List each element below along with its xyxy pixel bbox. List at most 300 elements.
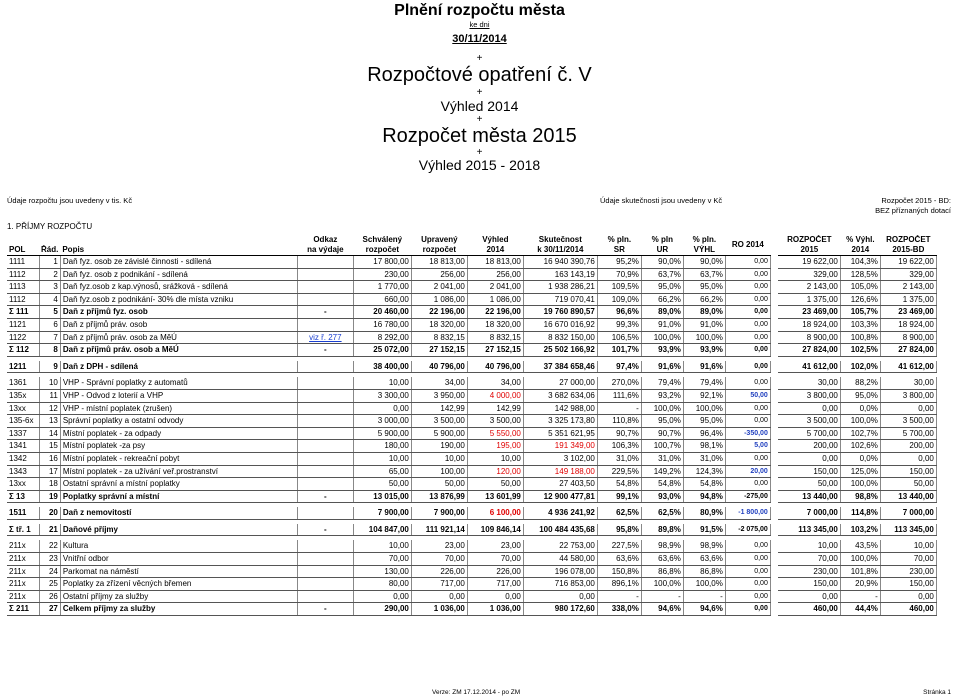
cell-skut: 3 102,00: [523, 452, 597, 465]
cell-pol: 211x: [7, 540, 39, 552]
cell-ro: 0,00: [725, 478, 770, 491]
plus-sign: +: [476, 53, 483, 64]
cell-skut: 196 078,00: [523, 565, 597, 578]
cell-ro: 0,00: [725, 565, 770, 578]
cell-rbd: 2 143,00: [880, 281, 936, 294]
page-number: Stránka 1: [923, 689, 951, 696]
cell-pvy: 100,0%: [683, 331, 725, 344]
table-summary-row: [7, 306, 936, 319]
cell-skut: 27 000,00: [523, 377, 597, 389]
col-upraveny-header: Upravený: [421, 235, 458, 244]
cell-popis: Vnitřní odbor: [60, 553, 297, 566]
cell-rbd: 1 375,00: [880, 293, 936, 306]
table-row: [7, 331, 936, 344]
cell-upr: 3 500,00: [411, 415, 467, 428]
budget-2015-title: Rozpočet města 2015: [382, 125, 577, 147]
cell-popis: Parkomat na náměstí: [60, 565, 297, 578]
cell-pol: 1121: [7, 318, 39, 331]
cell-vyh: 23,00: [467, 540, 523, 552]
cell-rbd: 3 800,00: [880, 389, 936, 402]
cell-ro: 0,00: [725, 344, 770, 357]
col-schvaleny-header: Schválený: [362, 235, 403, 244]
cell-roz: 460,00: [778, 603, 840, 616]
table-summary-row: [7, 524, 936, 536]
cell-vyh: 27 152,15: [467, 344, 523, 357]
cell-upr: 10,00: [411, 452, 467, 465]
cell-roz: 18 924,00: [778, 318, 840, 331]
cell-vyh: 1 036,00: [467, 603, 523, 616]
cell-pv: 102,0%: [840, 361, 880, 373]
cell-pvy: 98,9%: [683, 540, 725, 552]
cell-roz: 0,00: [778, 590, 840, 603]
cell-pol: 135-6x: [7, 415, 39, 428]
cell-ro: 0,00: [725, 452, 770, 465]
cell-psr: 97,4%: [597, 361, 641, 373]
cell-ro: -2 075,00: [725, 524, 770, 536]
cell-pur: 100,0%: [641, 578, 683, 591]
cell-rad: 17: [39, 465, 60, 478]
cell-pur: 149,2%: [641, 465, 683, 478]
cell-ro: -275,00: [725, 490, 770, 503]
cell-vyh: 10,00: [467, 452, 523, 465]
cell-schv: 230,00: [353, 268, 411, 281]
cell-psr: 270,0%: [597, 377, 641, 389]
cell-rad: 15: [39, 440, 60, 453]
cell-psr: 54,8%: [597, 478, 641, 491]
cell-pv: 44,4%: [840, 603, 880, 616]
cell-ro: 0,00: [725, 306, 770, 319]
cell-odkaz[interactable]: viz ř. 277: [297, 331, 353, 344]
col-pct-ur-header: % pln: [651, 235, 674, 244]
cell-skut: 163 143,19: [523, 268, 597, 281]
cell-skut: 27 403,50: [523, 478, 597, 491]
cell-upr: 22 196,00: [411, 306, 467, 319]
cell-rbd: 460,00: [880, 603, 936, 616]
table-row: [7, 565, 936, 578]
cell-pol: 211x: [7, 578, 39, 591]
cell-rbd: 23 469,00: [880, 306, 936, 319]
cell-roz: 3 800,00: [778, 389, 840, 402]
cell-pvy: 63,6%: [683, 553, 725, 566]
cell-rbd: 150,00: [880, 465, 936, 478]
cell-vyh: 256,00: [467, 268, 523, 281]
outlook-2014-title: Výhled 2014: [440, 98, 519, 114]
cell-rbd: 200,00: [880, 440, 936, 453]
col-pct-sr-sub: SR: [597, 245, 641, 256]
cell-odkaz: -: [297, 344, 353, 357]
cell-schv: 10,00: [353, 452, 411, 465]
cell-rad: 24: [39, 565, 60, 578]
cell-roz: 1 375,00: [778, 293, 840, 306]
cell-schv: 70,00: [353, 553, 411, 566]
cell-ro: 0,00: [725, 331, 770, 344]
cell-pvy: 63,7%: [683, 268, 725, 281]
cell-rad: 6: [39, 318, 60, 331]
cell-skut: 142 988,00: [523, 402, 597, 415]
cell-roz: 70,00: [778, 553, 840, 566]
cell-pur: 63,6%: [641, 553, 683, 566]
cell-rbd: 150,00: [880, 578, 936, 591]
cell-vyh: 717,00: [467, 578, 523, 591]
cell-odkaz: [297, 361, 353, 373]
cell-vyh: 34,00: [467, 377, 523, 389]
cell-pvy: 100,0%: [683, 578, 725, 591]
cell-rad: 21: [39, 524, 60, 536]
cell-upr: 40 796,00: [411, 361, 467, 373]
cell-ro: -1 800,00: [725, 507, 770, 519]
cell-pvy: 95,0%: [683, 281, 725, 294]
cell-schv: 16 780,00: [353, 318, 411, 331]
cell-pur: 54,8%: [641, 478, 683, 491]
col-rad-header: Řád.: [41, 245, 59, 254]
cell-upr: 111 921,14: [411, 524, 467, 536]
cell-upr: 18 320,00: [411, 318, 467, 331]
cell-popis: Daň z příjmů fyz. osob: [60, 306, 297, 319]
cell-pur: 93,0%: [641, 490, 683, 503]
cell-odkaz: [297, 452, 353, 465]
cell-rbd: 70,00: [880, 553, 936, 566]
cell-roz: 7 000,00: [778, 507, 840, 519]
cell-upr: 717,00: [411, 578, 467, 591]
cell-pvy: 79,4%: [683, 377, 725, 389]
cell-pvy: 86,8%: [683, 565, 725, 578]
cell-pv: 0,0%: [840, 402, 880, 415]
cell-rbd: 0,00: [880, 402, 936, 415]
cell-skut: 5 351 621,95: [523, 427, 597, 440]
cell-psr: 109,0%: [597, 293, 641, 306]
cell-pol: Σ tř. 1: [7, 524, 39, 536]
table-row: [7, 465, 936, 478]
cell-pol: 1112: [7, 293, 39, 306]
cell-vyh: 6 100,00: [467, 507, 523, 519]
cell-psr: 95,2%: [597, 256, 641, 269]
cell-skut: 716 853,00: [523, 578, 597, 591]
cell-roz: 13 440,00: [778, 490, 840, 503]
table-row: [7, 256, 936, 269]
cell-roz: 329,00: [778, 268, 840, 281]
cell-ro: 0,00: [725, 256, 770, 269]
cell-schv: 20 460,00: [353, 306, 411, 319]
cell-pol: 1341: [7, 440, 39, 453]
cell-rbd: 7 000,00: [880, 507, 936, 519]
cell-upr: 8 832,15: [411, 331, 467, 344]
cell-pv: 0,0%: [840, 452, 880, 465]
cell-psr: 109,5%: [597, 281, 641, 294]
cell-vyh: 0,00: [467, 590, 523, 603]
cell-pol: Σ 111: [7, 306, 39, 319]
cell-rad: 7: [39, 331, 60, 344]
cell-pur: 79,4%: [641, 377, 683, 389]
cell-ro: 0,00: [725, 281, 770, 294]
bd-note-sub: BEZ příznaných dotací: [875, 206, 951, 215]
col-upraveny-sub: rozpočet: [411, 245, 467, 256]
cell-rad: 1: [39, 256, 60, 269]
cell-pur: 93,2%: [641, 389, 683, 402]
cell-rad: 5: [39, 306, 60, 319]
cell-popis: Místní poplatek -za psy: [60, 440, 297, 453]
cell-ro: 0,00: [725, 402, 770, 415]
cell-upr: 50,00: [411, 478, 467, 491]
cell-pol: 1113: [7, 281, 39, 294]
cell-pvy: 54,8%: [683, 478, 725, 491]
col-pct-vyhl2014-sub: 2014: [840, 245, 880, 256]
cell-odkaz: [297, 377, 353, 389]
cell-psr: 99,1%: [597, 490, 641, 503]
table-row: [7, 268, 936, 281]
cell-rbd: 30,00: [880, 377, 936, 389]
cell-pur: 66,2%: [641, 293, 683, 306]
cell-roz: 27 824,00: [778, 344, 840, 357]
cell-psr: 106,3%: [597, 440, 641, 453]
cell-schv: 180,00: [353, 440, 411, 453]
cell-schv: 0,00: [353, 590, 411, 603]
cell-rad: 3: [39, 281, 60, 294]
cell-schv: 104 847,00: [353, 524, 411, 536]
cell-vyh: 109 846,14: [467, 524, 523, 536]
cell-roz: 113 345,00: [778, 524, 840, 536]
cell-ro: 0,00: [725, 603, 770, 616]
plus-sign: +: [476, 114, 483, 125]
cell-rbd: 41 612,00: [880, 361, 936, 373]
cell-odkaz: [297, 427, 353, 440]
cell-ro: 5,00: [725, 440, 770, 453]
table-row: [7, 540, 936, 552]
cell-pur: 31,0%: [641, 452, 683, 465]
cell-rad: 22: [39, 540, 60, 552]
version-footer: Verze: ZM 17.12.2014 - po ZM: [432, 689, 521, 696]
cell-popis: Místní poplatek - rekreační pobyt: [60, 452, 297, 465]
cell-pol: Σ 13: [7, 490, 39, 503]
cell-pvy: 94,8%: [683, 490, 725, 503]
cell-rad: 18: [39, 478, 60, 491]
cell-popis: Daň z příjmů práv. osob: [60, 318, 297, 331]
cell-roz: 10,00: [778, 540, 840, 552]
cell-upr: 70,00: [411, 553, 467, 566]
cell-popis: Daň z příjmů práv. osob a MěÚ: [60, 344, 297, 357]
cell-odkaz: [297, 389, 353, 402]
col-vyhled-header: Výhled: [482, 235, 509, 244]
cell-popis: Ostatní příjmy za služby: [60, 590, 297, 603]
cell-skut: 3 682 634,06: [523, 389, 597, 402]
cell-pvy: 66,2%: [683, 293, 725, 306]
cell-upr: 7 900,00: [411, 507, 467, 519]
cell-pol: 211x: [7, 565, 39, 578]
cell-roz: 150,00: [778, 465, 840, 478]
cell-rad: 8: [39, 344, 60, 357]
cell-ro: 0,00: [725, 361, 770, 373]
cell-schv: 80,00: [353, 578, 411, 591]
plus-sign: +: [476, 147, 483, 158]
cell-vyh: 8 832,15: [467, 331, 523, 344]
cell-odkaz: [297, 478, 353, 491]
cell-skut: 191 349,00: [523, 440, 597, 453]
cell-pol: 1343: [7, 465, 39, 478]
cell-schv: 65,00: [353, 465, 411, 478]
cell-pv: 100,0%: [840, 553, 880, 566]
cell-roz: 230,00: [778, 565, 840, 578]
cell-skut: 4 936 241,92: [523, 507, 597, 519]
cell-skut: 16 940 390,76: [523, 256, 597, 269]
cell-rad: 25: [39, 578, 60, 591]
cell-pur: 100,0%: [641, 402, 683, 415]
cell-pol: 1337: [7, 427, 39, 440]
cell-psr: 896,1%: [597, 578, 641, 591]
cell-odkaz: [297, 256, 353, 269]
cell-vyh: 195,00: [467, 440, 523, 453]
table-row: [7, 415, 936, 428]
cell-upr: 256,00: [411, 268, 467, 281]
cell-pol: 1361: [7, 377, 39, 389]
cell-ro: 0,00: [725, 540, 770, 552]
col-pct-vyhl-header: % pln.: [692, 235, 717, 244]
cell-odkaz: [297, 507, 353, 519]
cell-pv: 105,0%: [840, 281, 880, 294]
report-date: 30/11/2014: [452, 33, 507, 45]
plus-sign: +: [476, 87, 483, 98]
cell-popis: Daň fyz.osob z kap.výnosů, srážková - sdílená: [60, 281, 297, 294]
cell-pur: 89,8%: [641, 524, 683, 536]
cell-popis: Místní poplatek - za užívání veř.prostranství: [60, 465, 297, 478]
cell-upr: 226,00: [411, 565, 467, 578]
cell-ro: 0,00: [725, 553, 770, 566]
cell-rad: 14: [39, 427, 60, 440]
cell-pv: 114,8%: [840, 507, 880, 519]
cell-odkaz: [297, 440, 353, 453]
cell-ro: 0,00: [725, 268, 770, 281]
cell-skut: 0,00: [523, 590, 597, 603]
cell-pv: 125,0%: [840, 465, 880, 478]
cell-pur: 95,0%: [641, 415, 683, 428]
cell-pur: 100,0%: [641, 331, 683, 344]
cell-upr: 2 041,00: [411, 281, 467, 294]
col-rozpocet-sub: 2015: [778, 245, 840, 256]
section-heading: 1. PŘÍJMY ROZPOČTU: [7, 222, 93, 231]
cell-pol: 1122: [7, 331, 39, 344]
cell-pvy: 91,0%: [683, 318, 725, 331]
cell-rbd: 3 500,00: [880, 415, 936, 428]
table-row: [7, 590, 936, 603]
cell-skut: 3 325 173,80: [523, 415, 597, 428]
cell-rbd: 5 700,00: [880, 427, 936, 440]
cell-pvy: 80,9%: [683, 507, 725, 519]
cell-schv: 38 400,00: [353, 361, 411, 373]
cell-odkaz: [297, 540, 353, 552]
cell-rad: 2: [39, 268, 60, 281]
cell-pv: 100,0%: [840, 415, 880, 428]
col-skutecnost-sub: k 30/11/2014: [523, 245, 597, 256]
cell-rbd: 0,00: [880, 452, 936, 465]
table-summary-row: [7, 490, 936, 503]
cell-psr: 338,0%: [597, 603, 641, 616]
cell-odkaz: [297, 318, 353, 331]
cell-skut: 37 384 658,46: [523, 361, 597, 373]
date-label: ke dni: [469, 20, 490, 29]
cell-pur: 90,0%: [641, 256, 683, 269]
cell-rbd: 13 440,00: [880, 490, 936, 503]
cell-pvy: 93,9%: [683, 344, 725, 357]
cell-popis: Poplatky za zřízení věcných břemen: [60, 578, 297, 591]
cell-odkaz: [297, 268, 353, 281]
cell-pv: 102,5%: [840, 344, 880, 357]
cell-pvy: -: [683, 590, 725, 603]
cell-psr: 227,5%: [597, 540, 641, 552]
cell-skut: 12 900 477,81: [523, 490, 597, 503]
table-row: [7, 318, 936, 331]
cell-rbd: 18 924,00: [880, 318, 936, 331]
table-summary-row: [7, 344, 936, 357]
cell-pvy: 96,4%: [683, 427, 725, 440]
cell-rad: 11: [39, 389, 60, 402]
cell-rbd: 8 900,00: [880, 331, 936, 344]
table-row: [7, 478, 936, 491]
cell-popis: Poplatky správní a místní: [60, 490, 297, 503]
cell-psr: 96,6%: [597, 306, 641, 319]
cell-rad: 20: [39, 507, 60, 519]
table-row: [7, 389, 936, 402]
cell-rad: 16: [39, 452, 60, 465]
cell-upr: 142,99: [411, 402, 467, 415]
cell-vyh: 50,00: [467, 478, 523, 491]
cell-skut: 16 670 016,92: [523, 318, 597, 331]
cell-pv: 103,3%: [840, 318, 880, 331]
cell-upr: 1 086,00: [411, 293, 467, 306]
cell-pv: 43,5%: [840, 540, 880, 552]
cell-pvy: 92,1%: [683, 389, 725, 402]
cell-rbd: 329,00: [880, 268, 936, 281]
cell-vyh: 40 796,00: [467, 361, 523, 373]
col-popis-header: Popis: [60, 245, 297, 256]
cell-schv: 130,00: [353, 565, 411, 578]
cell-pvy: 91,5%: [683, 524, 725, 536]
cell-upr: 34,00: [411, 377, 467, 389]
cell-pur: 93,9%: [641, 344, 683, 357]
cell-pv: 88,2%: [840, 377, 880, 389]
cell-schv: 25 072,00: [353, 344, 411, 357]
cell-pv: 102,7%: [840, 427, 880, 440]
cell-pvy: 89,0%: [683, 306, 725, 319]
cell-roz: 0,00: [778, 452, 840, 465]
cell-schv: 3 300,00: [353, 389, 411, 402]
cell-odkaz: [297, 293, 353, 306]
cell-pvy: 95,0%: [683, 415, 725, 428]
col-odkaz-sub: na výdaje: [297, 245, 353, 256]
cell-popis: Daň z nemovitostí: [60, 507, 297, 519]
cell-schv: 10,00: [353, 540, 411, 552]
col-schvaleny-sub: rozpočet: [353, 245, 411, 256]
cell-ro: -350,00: [725, 427, 770, 440]
bd-note: Rozpočet 2015 - BD:: [881, 196, 951, 205]
cell-roz: 0,00: [778, 402, 840, 415]
cell-rad: 4: [39, 293, 60, 306]
cell-skut: 149 188,00: [523, 465, 597, 478]
cell-pur: 63,7%: [641, 268, 683, 281]
cell-pv: 95,0%: [840, 389, 880, 402]
cell-pv: 102,6%: [840, 440, 880, 453]
units-note-middle: Údaje skutečnosti jsou uvedeny v Kč: [600, 196, 723, 205]
cell-schv: 3 000,00: [353, 415, 411, 428]
cell-ro: 20,00: [725, 465, 770, 478]
cell-vyh: 4 000,00: [467, 389, 523, 402]
cell-pol: 211x: [7, 553, 39, 566]
col-pct-sr-header: % pln.: [607, 235, 632, 244]
cell-rbd: 113 345,00: [880, 524, 936, 536]
table-row: [7, 440, 936, 453]
cell-pur: 98,9%: [641, 540, 683, 552]
cell-popis: Ostatní správní a místní poplatky: [60, 478, 297, 491]
cell-pol: 135x: [7, 389, 39, 402]
cell-pol: 1111: [7, 256, 39, 269]
col-pct-ur-sub: UR: [641, 245, 683, 256]
